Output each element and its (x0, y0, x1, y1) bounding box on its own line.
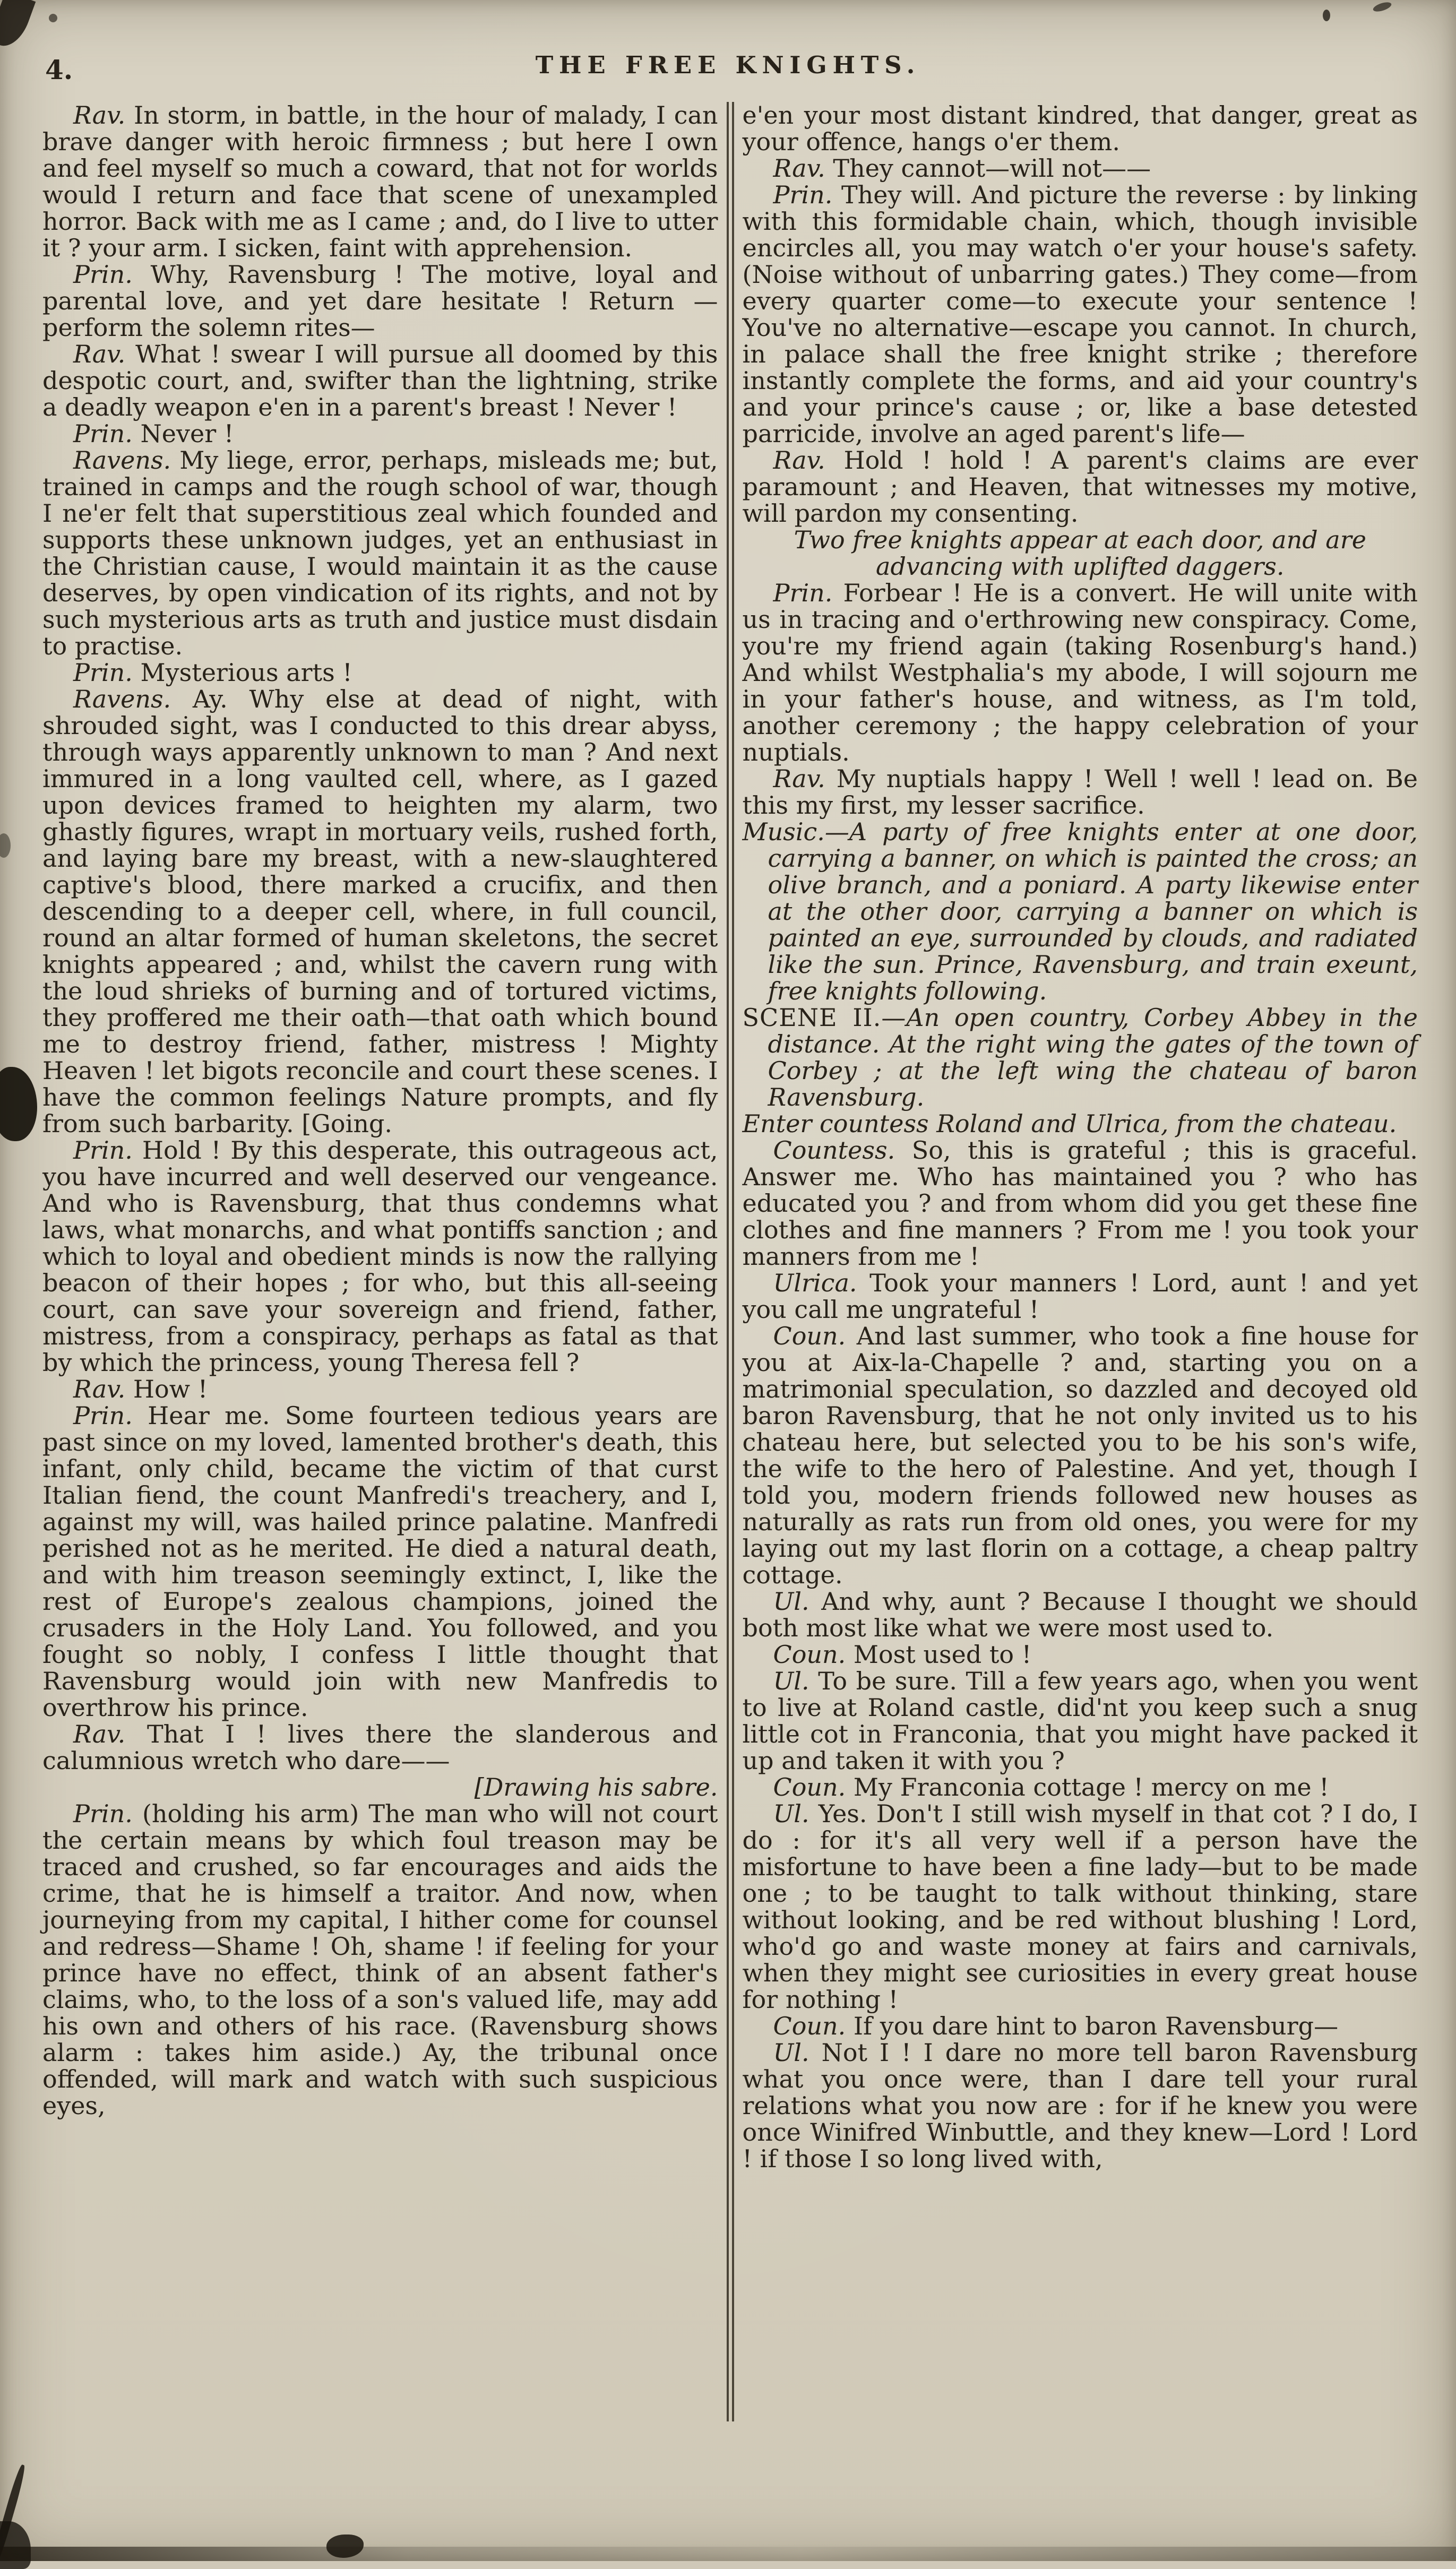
speaker-name: Coun. (773, 1773, 854, 1801)
scan-artifact (1372, 1, 1393, 13)
speaker-name: Coun. (773, 2012, 854, 2040)
speech-paragraph: Prin. (holding his arm) The man who will not court the certain means by which foul treason may be traced and crushed, so far encourages and aids the crime, that he is himself a traitor. And now, when journeying from my capital, I hither come for counsel and redress—Shame ! Oh, shame ! if feeling for your prince have no effect, think of an absent father's claims, who, to the loss of a son's valued life, may add his own and others of his race. (Ravensburg shows alarm : takes him aside.) Ay, the tribunal once offended, will mark and watch with such suspicious eyes, (42, 1799, 718, 2120)
speech-paragraph: Ravens. Ay. Why else at dead of night, with shrouded sight, was I conducted to this drear abyss, through ways apparently unknown to man ? And next immured in a long vaulted cell, where, as I gazed upon devices framed to heighten my alarm, two ghastly figures, wrapt in mortuary veils, rushed forth, and laying bare my breast, with a new-slaughtered captive's blood, there marked a crucifix, and then descending to a deeper cell, where, in full council, round an altar formed of human skeletons, the secret knights appeared ; and, whilst the cavern rung with the loud shrieks of burning and of tortured victims, they proffered me their oath—that oath which bound me to destroy friend, father, mistress ! Mighty Heaven ! let bigots reconcile and court these scenes. I have the common feelings Nature prompts, and fly from such barbarity. [Going. (42, 685, 718, 1138)
speaker-name: Rav. (73, 340, 136, 368)
speech-paragraph: Rav. They cannot—will not—— (773, 154, 1151, 183)
speaker-name: Ul. (773, 2038, 822, 2067)
speaker-name: Rav. (73, 101, 134, 130)
speaker-name: Ul. (773, 1799, 819, 1828)
speaker-name: Rav. (773, 446, 844, 475)
speaker-name: Ravens. (73, 446, 180, 475)
scan-artifact (1323, 10, 1330, 21)
speaker-name: Prin. (73, 419, 141, 448)
speaker-name: Ul. (773, 1587, 822, 1616)
scan-artifact (0, 833, 11, 858)
speaker-name: Prin. (73, 658, 141, 687)
speech-paragraph: Coun. Most used to ! (773, 1640, 1032, 1669)
speaker-name: Countess. (773, 1136, 912, 1165)
speaker-name: Ravens. (73, 685, 193, 713)
direction-right-paragraph: [Drawing his sabre. (474, 1773, 718, 1801)
page-header (45, 51, 1411, 88)
speech-paragraph: Rav. Hold ! hold ! A parent's claims are ever paramount ; and Heaven, that witnesses my motive, will pardon my consenting. (742, 446, 1418, 528)
speaker-name: Coun. (773, 1640, 854, 1669)
page-number: 4. (45, 54, 73, 85)
speech-paragraph: Prin. Why, Ravensburg ! The motive, loyal and parental love, and yet dare hesitate ! Return —perform the solemn rites— (42, 260, 718, 342)
scan-artifact (0, 0, 36, 51)
speech-paragraph: Prin. Mysterious arts ! (73, 658, 352, 687)
speech-paragraph: Rav. In storm, in battle, in the hour of malady, I can brave danger with heroic firmness ; but here I own and feel myself so much a coward, that not for worlds would I return and face that scene of unexampled horror. Back with me as I came ; and, do I live to utter it ? your arm. I sicken, faint with apprehension. (42, 101, 718, 262)
scene-paragraph: SCENE II.—An open country, Corbey Abbey in the distance. At the right wing the gates of the town of Corbey ; at the left wing the chateau of baron Ravensburg. (742, 1003, 1418, 1111)
scene-label: SCENE II.— (742, 1003, 907, 1032)
speech-paragraph: Prin. Hear me. Some fourteen tedious years are past since on my loved, lamented brother's death, this infant, only child, became the victim of that curst Italian fiend, the count Manfredi's treachery, and I, against my will, was hailed prince palatine. Manfredi perished not as he merited. He died a natural death, and with him treason seemingly extinct, I, like the rest of Europe's zealous champions, joined the crusaders in the Holy Land. You followed, and you fought so nobly, I confess I little thought that Ravensburg would join with new Manfredis to overthrow his prince. (42, 1401, 718, 1722)
speech-paragraph: Ulrica. Took your manners ! Lord, aunt ! and yet you call me ungrateful ! (742, 1269, 1418, 1324)
column-divider-rule (727, 102, 734, 2421)
right-column (743, 102, 1418, 2172)
scan-artifact (0, 2547, 1456, 2561)
speech-paragraph: Prin. Never ! (73, 419, 234, 448)
speaker-name: Rav. (73, 1375, 133, 1403)
speech-paragraph: Prin. They will. And picture the reverse : by linking with this formidable chain, which, though invisible encircles all, you may watch o'er your house's safety. (Noise without of unbarring gates.) They come—from every quarter come—to execute your sentence ! You've no alternative—escape you cannot. In church, in palace shall the free knight strike ; therefore instantly complete the forms, and aid your country's and your prince's cause ; or, like a base detested parricide, involve an aged parent's life— (742, 180, 1418, 448)
speaker-name: Prin. (73, 1401, 148, 1430)
speaker-name: Ul. (773, 1667, 819, 1695)
scan-artifact (49, 14, 57, 22)
speech-paragraph: Ul. And why, aunt ? Because I thought we should both most like what we were most used to. (742, 1587, 1418, 1642)
speech-paragraph: Ul. Yes. Don't I still wish myself in that cot ? I do, I do : for it's all very well if a person have the misfortune to have been a fine lady—but to be made one ; to be taught to talk without thinking, stare without looking, and be red without blushing ! Lord, who'd go and waste money at fairs and carnivals, when they might see curiosities in every great house for nothing ! (742, 1799, 1418, 2014)
speaker-name: Prin. (773, 579, 843, 607)
speech-paragraph: Rav. My nuptials happy ! Well ! well ! lead on. Be this my first, my lesser sacrifice. (742, 764, 1418, 820)
page-title: THE FREE KNIGHTS. (535, 51, 921, 79)
speech-paragraph: Countess. So, this is grateful ; this is graceful. Answer me. Who has maintained you ? who has educated you ? and from whom did you get these fine clothes and fine manners ? From me ! you took your manners from me ! (742, 1136, 1418, 1271)
continuation-paragraph: e'en your most distant kindred, that danger, great as your offence, hangs o'er them. (742, 101, 1418, 156)
speech-paragraph: Rav. How ! (73, 1375, 208, 1403)
speech-paragraph: Coun. And last summer, who took a fine house for you at Aix-la-Chapelle ? and, starting you on a matrimonial speculation, so dazzled and decoyed old baron Ravensburg, that he not only invited us to his chateau here, but selected you to be his son's wife, the wife to the hero of Palestine. And yet, though I told you, modern friends followed new houses as naturally as rats run from old ones, you were for my laying out my last florin on a cottage, a cheap paltry cottage. (742, 1322, 1418, 1589)
speech-paragraph: Rav. That I ! lives there the slanderous and calumnious wretch who dare—— (42, 1720, 718, 1775)
speaker-name: Prin. (73, 1799, 142, 1828)
two-column-text-block (42, 102, 1418, 2540)
speech-paragraph: Ul. Not I ! I dare no more tell baron Ravensburg what you once were, than I dare tell your rural relations what you now are : for if he knew you were once Winifred Winbuttle, and they knew—Lord ! Lord ! if those I so long lived with, (742, 2038, 1418, 2173)
speaker-name: Prin. (73, 260, 151, 289)
speaker-name: Rav. (773, 764, 837, 793)
left-column (42, 102, 718, 2119)
speaker-name: Rav. (73, 1720, 147, 1748)
speech-paragraph: Rav. What ! swear I will pursue all doomed by this despotic court, and, swifter than the lightning, strike a deadly weapon e'en in a parent's breast ! Never ! (42, 340, 718, 421)
speech-paragraph: Coun. My Franconia cottage ! mercy on me ! (773, 1773, 1329, 1801)
speech-paragraph: Prin. Forbear ! He is a convert. He will unite with us in tracing and o'erthrowing new conspiracy. Come, you're my friend again (taking Rosenburg's hand.) And whilst Westphalia's my abode, I will sojourn me in your father's house, and witness, as I'm told, another ceremony ; the happy celebration of your nuptials. (742, 579, 1418, 766)
speaker-name: Ulrica. (773, 1269, 870, 1297)
speech-paragraph: Ravens. My liege, error, perhaps, misleads me; but, trained in camps and the rough school of war, though I ne'er felt that superstitious zeal which founded and supports these unknown judges, yet an enthusiast in the Christian cause, I would maintain it as the cause deserves, by open vindication of its rights, and not by such mysterious arts as truth and justice must disdain to practise. (42, 446, 718, 660)
direction-center-paragraph: Two free knights appear at each door, and are advancing with uplifted daggers. (794, 525, 1366, 581)
speech-paragraph: Ul. To be sure. Till a few years ago, when you went to live at Roland castle, did'nt you keep such a snug little cot in Franconia, that you might have packed it up and taken it with you ? (742, 1667, 1418, 1775)
speaker-name: Rav. (773, 154, 833, 183)
scan-artifact (0, 2521, 31, 2569)
speech-paragraph: Prin. Hold ! By this desperate, this outrageous act, you have incurred and well deserved our vengeance. And who is Ravensburg, that thus condemns what laws, what monarchs, and what pontiffs sanction ; and which to loyal and obedient minds is now the rallying beacon of their hopes ; for who, but this all-seeing court, can save your sovereign and friend, father, mistress, from a conspiracy, perhaps as fatal as that by which the princess, young Theresa fell ? (42, 1136, 718, 1377)
speaker-name: Prin. (773, 180, 841, 209)
speaker-name: Coun. (773, 1322, 857, 1350)
scan-artifact (0, 1067, 37, 1141)
direction-paragraph: Music.—A party of free knights enter at one door, carrying a banner, on which is painted the cross; an olive branch, and a poniard. A party likewise enter at the other door, carrying a banner on which is painted an eye, surrounded by clouds, and radiated like the sun. Prince, Ravensburg, and train exeunt, free knights following. (742, 817, 1418, 1005)
direction-paragraph: Enter countess Roland and Ulrica, from the chateau. (742, 1109, 1397, 1138)
speech-paragraph: Coun. If you dare hint to baron Ravensburg— (773, 2012, 1339, 2040)
speaker-name: Prin. (73, 1136, 142, 1165)
